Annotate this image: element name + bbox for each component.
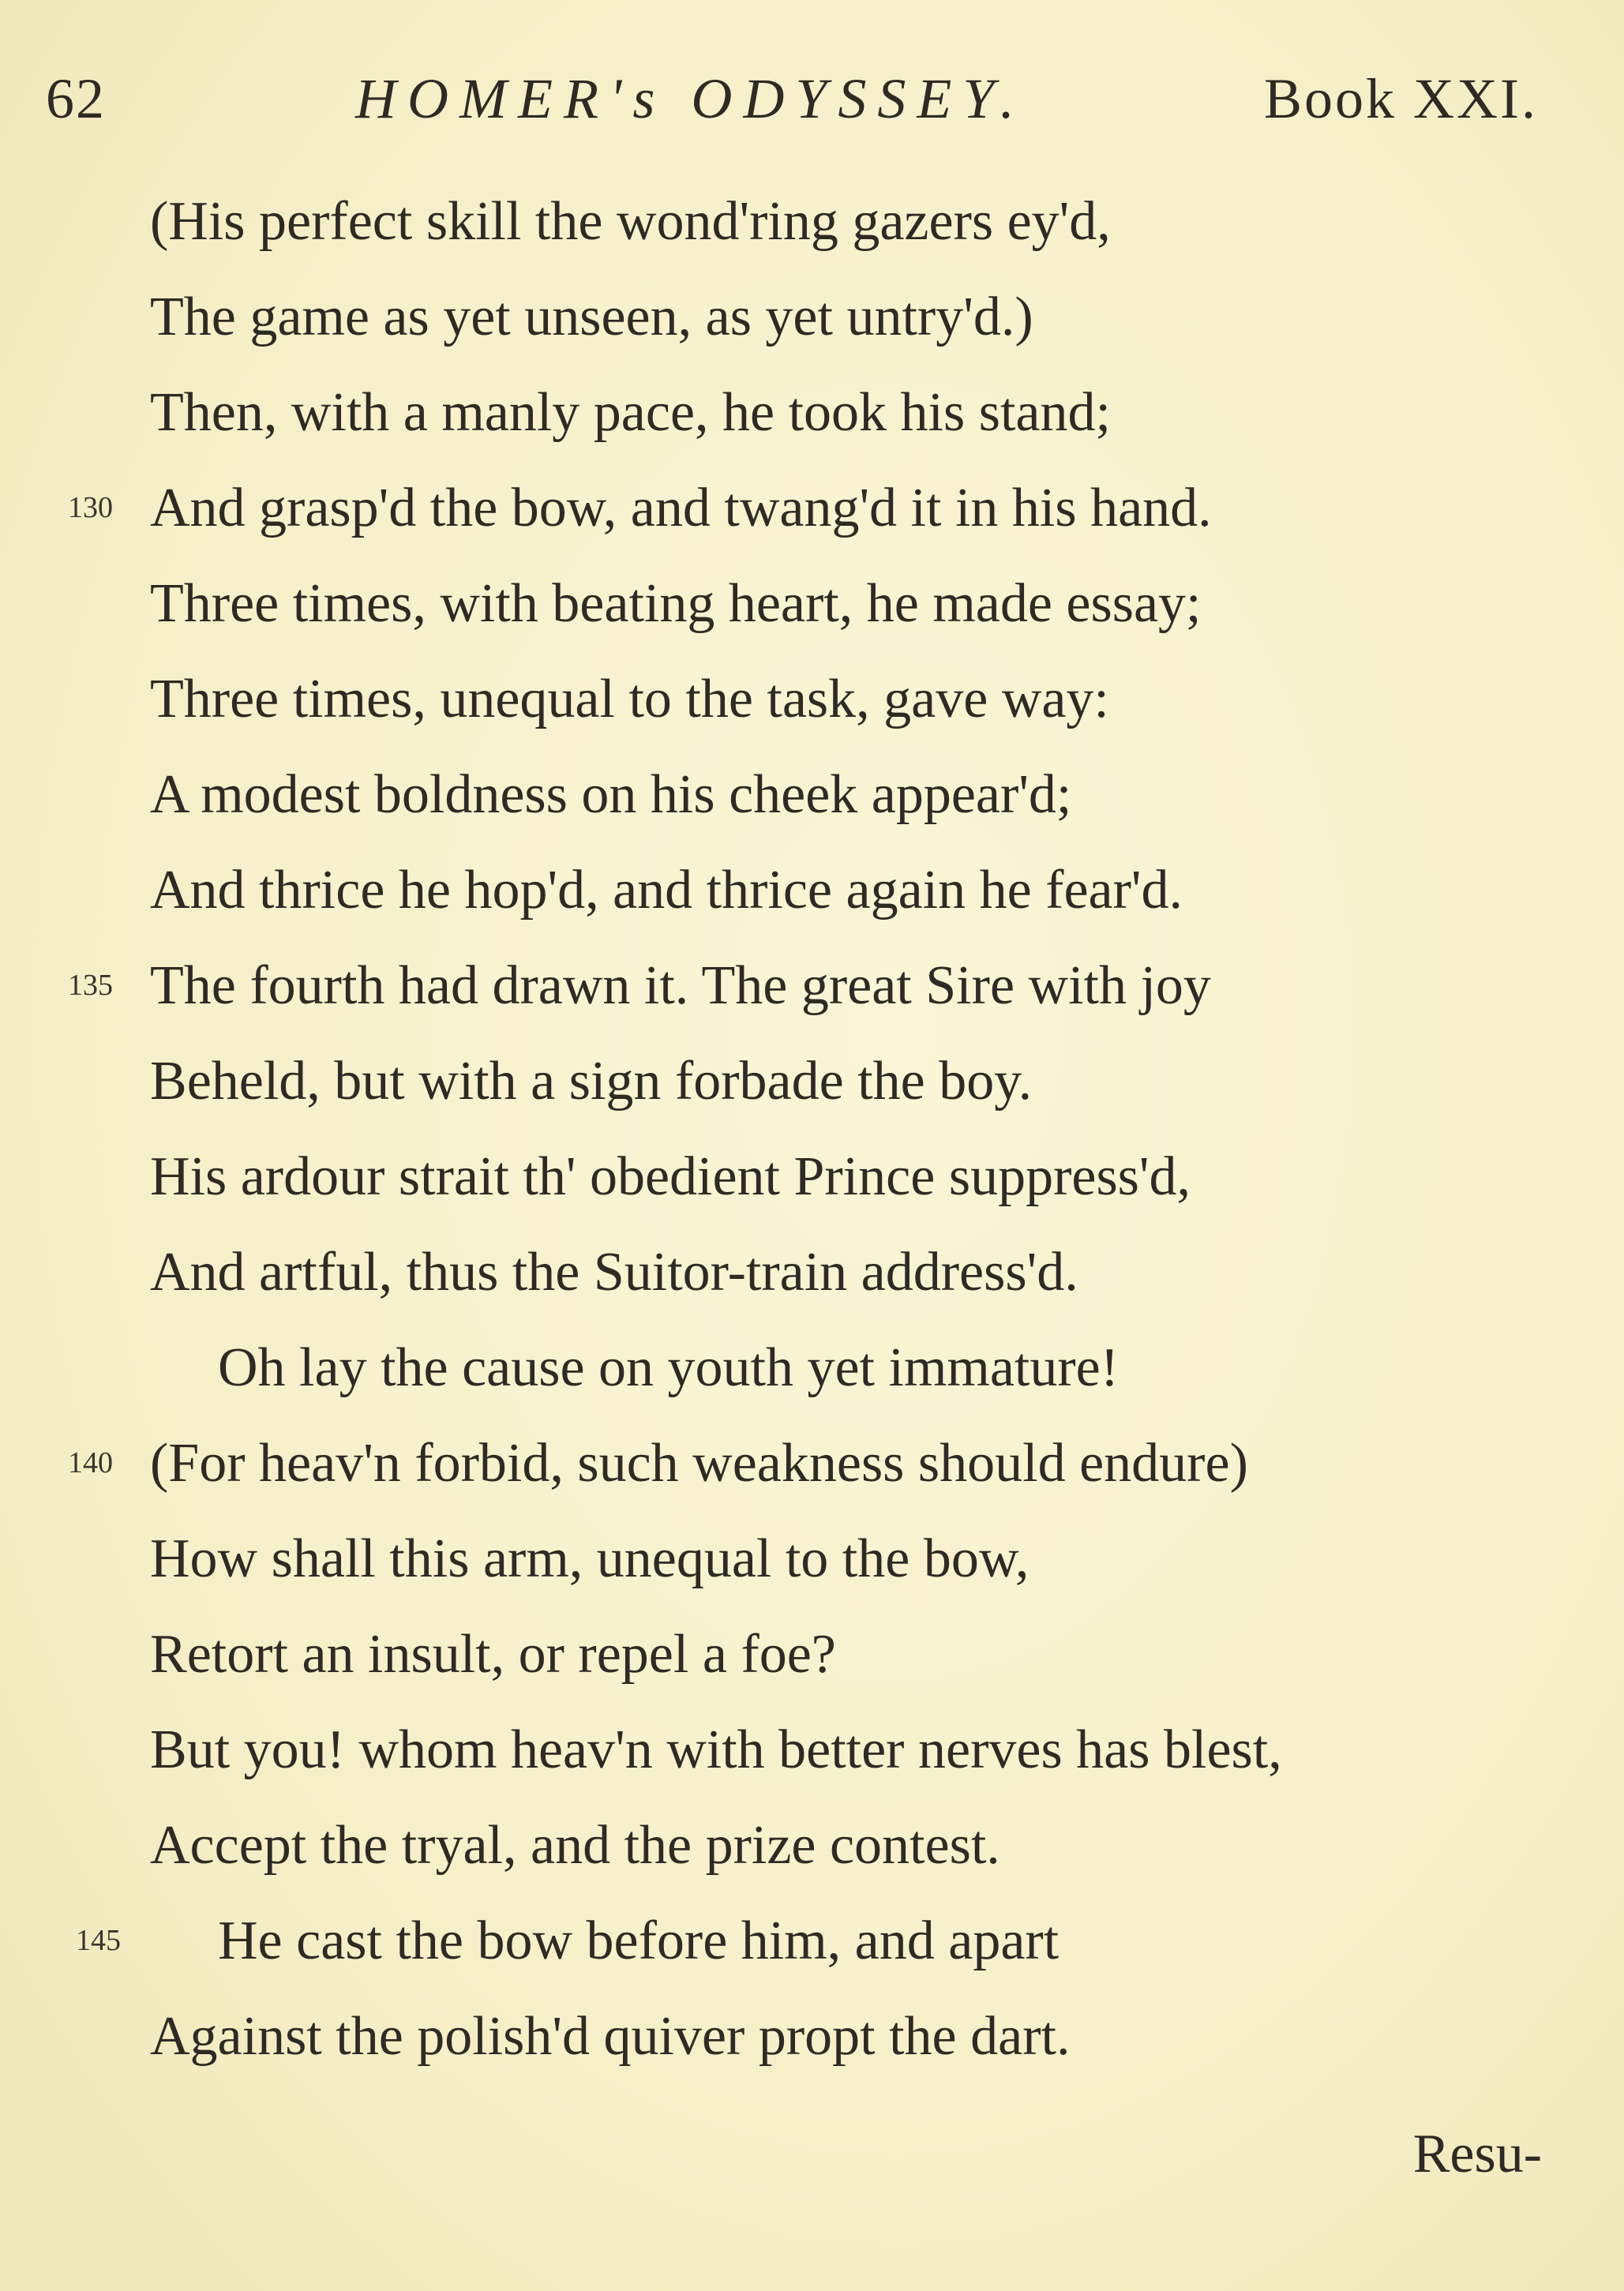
line-number: 145	[76, 1924, 121, 1957]
verse-line	[150, 556, 1555, 651]
verse-line	[150, 1511, 1555, 1607]
verse-line-text: The fourth had drawn it. The great Sire with joy	[150, 955, 1211, 1016]
verse-line-text: How shall this arm, unequal to the bow,	[150, 1528, 1030, 1589]
verse-line	[150, 1224, 1555, 1320]
verse-block	[68, 174, 1555, 2084]
verse-line-text: A modest boldness on his cheek appear'd;	[150, 764, 1072, 825]
running-title: HOMER's ODYSSEY.	[355, 67, 1026, 130]
verse-line-text: His ardour strait th' obedient Prince suppress'd,	[150, 1146, 1191, 1207]
verse-line	[150, 1702, 1555, 1798]
verse-line	[150, 842, 1555, 938]
verse-line	[150, 269, 1555, 365]
verse-line	[68, 938, 1555, 1033]
verse-line-text: He cast the bow before him, and apart	[218, 1910, 1060, 1971]
verse-line	[150, 747, 1555, 842]
verse-line	[150, 1607, 1555, 1702]
verse-line	[150, 365, 1555, 460]
verse-line	[76, 1893, 1555, 1989]
line-number: 140	[68, 1446, 113, 1479]
verse-line-text: But you! whom heav'n with better nerves has blest,	[150, 1719, 1282, 1780]
verse-line-text: Accept the tryal, and the prize contest.	[150, 1815, 1000, 1876]
page-number: 62	[46, 67, 106, 130]
verse-line-text: (His perfect skill the wond'ring gazers ey'd,	[150, 191, 1111, 252]
catchword: Resu-	[1412, 2124, 1542, 2184]
verse-line	[150, 1989, 1555, 2084]
verse-line-text: The game as yet unseen, as yet untry'd.)	[150, 287, 1033, 347]
verse-line-text: Three times, with beating heart, he made essay;	[150, 573, 1202, 634]
verse-line-text: And artful, thus the Suitor-train address'd.	[150, 1242, 1078, 1303]
verse-line-text: Three times, unequal to the task, gave way:	[150, 669, 1109, 729]
verse-line-text: Retort an insult, or repel a foe?	[150, 1624, 836, 1685]
book-label: Book XXI.	[1264, 67, 1538, 130]
verse-line	[150, 1129, 1555, 1224]
verse-line	[150, 1798, 1555, 1893]
verse-line-text: And thrice he hop'd, and thrice again he fear'd.	[150, 860, 1183, 921]
verse-line-text: And grasp'd the bow, and twang'd it in his hand.	[150, 478, 1212, 538]
verse-line-text: Then, with a manly pace, he took his stand;	[150, 382, 1111, 443]
verse-line-text: Against the polish'd quiver propt the dart.	[150, 2006, 1071, 2067]
line-number: 130	[68, 491, 113, 524]
verse-line	[150, 1033, 1555, 1129]
verse-line	[68, 460, 1555, 556]
line-number: 135	[68, 969, 113, 1002]
verse-line-text: Beheld, but with a sign forbade the boy.	[150, 1051, 1033, 1112]
verse-line	[150, 174, 1555, 269]
verse-line-text: (For heav'n forbid, such weakness should endure)	[150, 1433, 1248, 1494]
verse-line-text: Oh lay the cause on youth yet immature!	[218, 1337, 1120, 1398]
verse-line	[150, 1320, 1555, 1415]
verse-line	[150, 651, 1555, 747]
running-head	[46, 66, 1538, 153]
verse-line	[68, 1415, 1555, 1511]
